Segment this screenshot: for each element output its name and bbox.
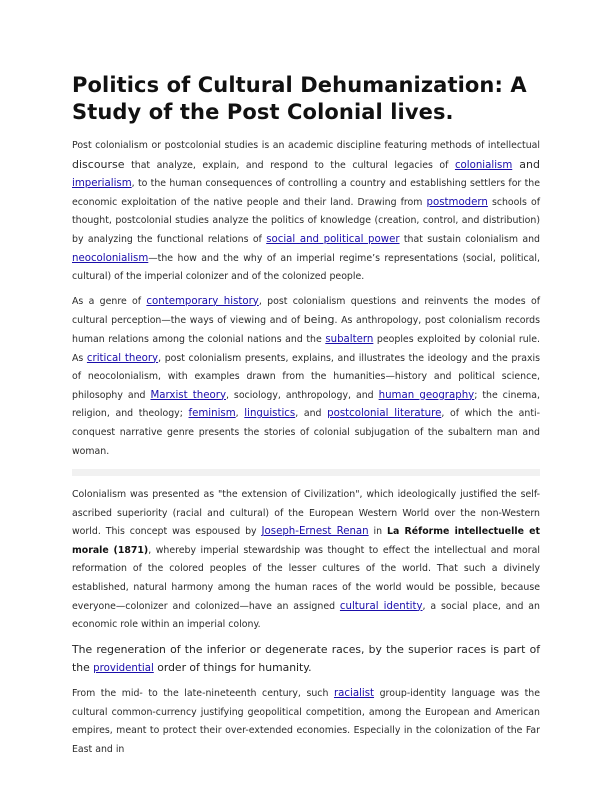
link-subaltern[interactable]: subaltern (325, 333, 374, 345)
book-year: (1871) (108, 544, 149, 556)
paragraph-nineteenth-century: From the mid- to the late-nineteenth century, such racialist group-identity language was the cultural common-currency justifying geopolitical competition, among the European and American empires, meant to protect their over-extended economies. Especially in the colonization of the Far East and in (72, 688, 541, 755)
link-neocolonialism[interactable]: neocolonialism (72, 252, 149, 264)
link-colonialism[interactable]: colonialism (454, 159, 513, 171)
section-divider (72, 469, 540, 476)
link-critical-theory[interactable]: critical theory (86, 352, 159, 364)
link-human-geography[interactable]: human geography (378, 389, 475, 401)
paragraph-intro: Post colonialism or postcolonial studies is an academic discipline featuring methods of intellectual discourse that analyze, explain, and respond to the cultural legacies of colonialism and imperialism, to the human consequences of controlling a country and establishing settlers for the economic exploitation of the native people and their land. Drawing from postmodern schools of thought, postcolonial studies analyze the politics of knowledge (creation, control, and distribution) by analyzing the functional relations of social and political power that sustain colonialism and neocolonialism—the how and the why of an imperial regime’s representations (social, political, cultural) of the imperial colonizer and of the colonized people. (72, 140, 541, 283)
link-postcolonial-literature[interactable]: postcolonial literature (327, 408, 442, 420)
link-postmodern[interactable]: postmodern (426, 196, 488, 208)
link-providential[interactable]: providential (93, 663, 154, 675)
link-racialist[interactable]: racialist (333, 688, 375, 700)
link-feminism[interactable]: feminism (188, 408, 236, 420)
document-page (72, 72, 540, 765)
paragraph-civilization: Colonialism was presented as "the extension of Civilization", which ideologically justified the self-ascribed superiority (racial and cultural) of the European Western World over the non-Western world. This concept was espoused by Joseph-Ernest Renan in La Réforme intellectuelle et morale (1871), whereby imperial stewardship was thought to effect the intellectual and moral reformation of the colored peoples of the lesser cultures of the world. That such a divinely established, natural harmony among the human races of the world would be possible, because everyone—colonizer and colonized—have an assigned cultural identity, a social place, and an economic role within an imperial colony. (72, 489, 540, 631)
book-title: La Réforme intellectuelle et morale (72, 526, 540, 556)
link-cultural-identity[interactable]: cultural identity (339, 600, 423, 612)
paragraph-genre: As a genre of contemporary history, post colonialism questions and reinvents the modes of cultural perception—the ways of viewing and of being. As anthropology, post colonialism records human relations among the colonial nations and the subaltern peoples exploited by colonial rule. As critical theory, post colonialism presents, explains, and illustrates the ideology and the praxis of neocolonialism, with examples drawn from the humanities—history and political science, philosophy and Marxist theory, sociology, anthropology, and human geography; the cinema, religion, and theology; feminism, linguistics, and postcolonial literature, of which the anti-conquest narrative genre presents the stories of colonial subjugation of the subaltern man and woman. (72, 295, 541, 457)
link-social-and-political-power[interactable]: social and political power (266, 233, 400, 245)
link-linguistics[interactable]: linguistics (244, 408, 296, 420)
link-imperialism[interactable]: imperialism (72, 178, 132, 190)
paragraph-regeneration-quote: The regeneration of the inferior or degenerate races, by the superior races is part of the providential order of things for humanity. (72, 642, 540, 675)
link-contemporary-history[interactable]: contemporary history (146, 295, 259, 307)
link-marxist-theory[interactable]: Marxist theory (150, 389, 226, 401)
document-title: Politics of Cultural Dehumanization: A Study of the Post Colonial lives. (72, 73, 527, 124)
link-joseph-ernest-renan[interactable]: Joseph-Ernest Renan (261, 526, 369, 538)
